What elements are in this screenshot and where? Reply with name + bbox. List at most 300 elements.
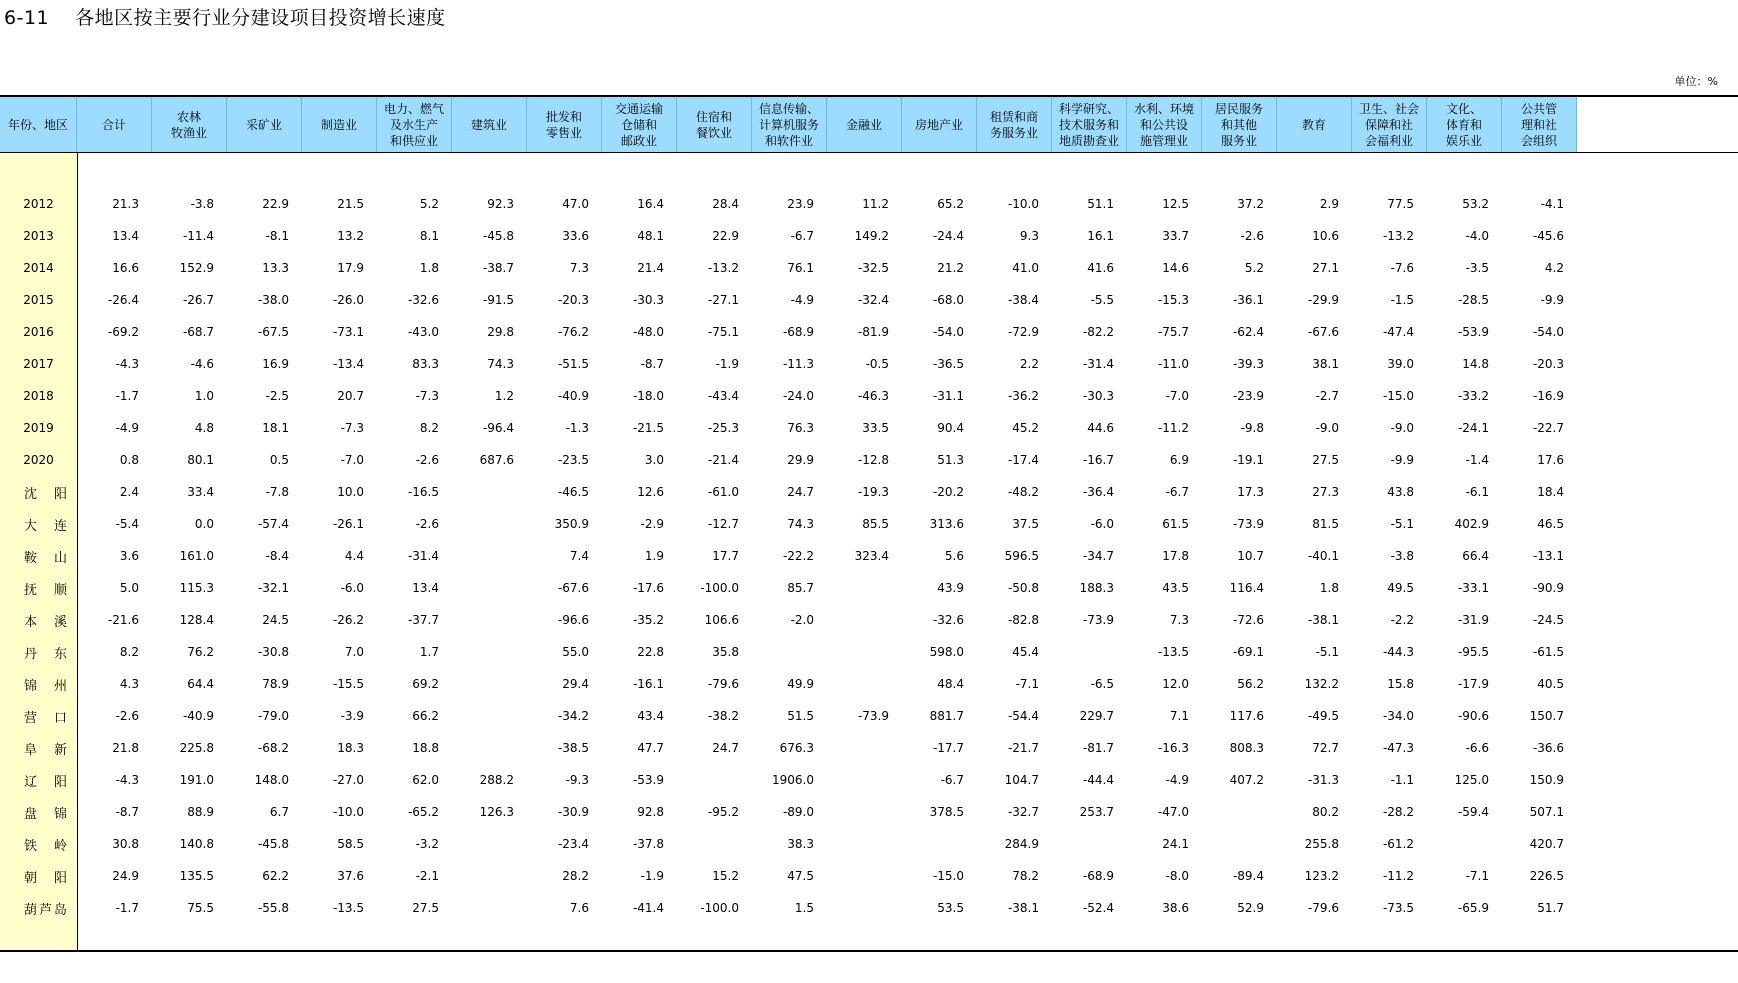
table-cell: 80.2 bbox=[1312, 805, 1339, 819]
table-cell: -40.9 bbox=[557, 389, 589, 403]
column-header: 水利、环境 和公共设 施管理业 bbox=[1127, 97, 1202, 152]
table-cell: 18.8 bbox=[412, 741, 439, 755]
table-cell: -31.1 bbox=[932, 389, 964, 403]
table-cell: -8.0 bbox=[1165, 869, 1189, 883]
table-cell: 92.8 bbox=[637, 805, 664, 819]
table-row bbox=[0, 572, 1738, 604]
table-cell: 17.7 bbox=[712, 549, 739, 563]
table-cell: 83.3 bbox=[412, 357, 439, 371]
table-cell: -1.3 bbox=[565, 421, 589, 435]
table-cell: -1.1 bbox=[1390, 773, 1414, 787]
table-cell: -79.6 bbox=[707, 677, 739, 691]
table-cell: 18.1 bbox=[262, 421, 289, 435]
row-label: 沈 阳 bbox=[24, 486, 67, 502]
table-cell: 5.2 bbox=[1244, 261, 1264, 275]
table-number: 6-11 bbox=[4, 7, 50, 29]
table-cell: -8.7 bbox=[640, 357, 664, 371]
table-cell: -45.8 bbox=[257, 837, 289, 851]
table-cell: -21.5 bbox=[632, 421, 664, 435]
table-cell: -2.2 bbox=[1390, 613, 1414, 627]
table-cell: -24.4 bbox=[932, 229, 964, 243]
table-cell: 7.3 bbox=[1169, 613, 1189, 627]
table-cell: -21.7 bbox=[1007, 741, 1039, 755]
table-cell: -38.4 bbox=[1007, 293, 1039, 307]
table-cell: -51.5 bbox=[557, 357, 589, 371]
table-cell: 1.9 bbox=[644, 549, 664, 563]
row-label: 2014 bbox=[23, 261, 54, 275]
table-cell: 313.6 bbox=[929, 517, 964, 531]
table-cell: -24.0 bbox=[782, 389, 814, 403]
table-cell: -90.9 bbox=[1532, 581, 1564, 595]
table-cell: -26.1 bbox=[332, 517, 364, 531]
table-cell: 30.8 bbox=[112, 837, 139, 851]
table-cell: -7.1 bbox=[1465, 869, 1489, 883]
table-cell: 125.0 bbox=[1454, 773, 1489, 787]
table-cell: 225.8 bbox=[179, 741, 214, 755]
table-cell: 61.5 bbox=[1162, 517, 1189, 531]
table-cell: 0.0 bbox=[194, 517, 214, 531]
table-cell: -9.0 bbox=[1315, 421, 1339, 435]
column-header: 建筑业 bbox=[452, 97, 527, 152]
table-cell: -79.0 bbox=[257, 709, 289, 723]
table-cell: 51.7 bbox=[1537, 901, 1564, 915]
table-cell: 0.8 bbox=[119, 453, 139, 467]
table-cell: -17.9 bbox=[1457, 677, 1489, 691]
column-header: 农林 牧渔业 bbox=[152, 97, 227, 152]
table-cell: -81.7 bbox=[1082, 741, 1114, 755]
table-cell: -27.1 bbox=[707, 293, 739, 307]
table-cell: 226.5 bbox=[1529, 869, 1564, 883]
table-cell: 1.0 bbox=[194, 389, 214, 403]
table-cell: -25.3 bbox=[707, 421, 739, 435]
table-cell: 51.1 bbox=[1087, 197, 1114, 211]
table-cell: -47.3 bbox=[1382, 741, 1414, 755]
table-cell: 13.2 bbox=[337, 229, 364, 243]
table-cell: 43.4 bbox=[637, 709, 664, 723]
table-cell: 598.0 bbox=[929, 645, 964, 659]
table-cell: -68.9 bbox=[1082, 869, 1114, 883]
column-header: 公共管 理和社 会组织 bbox=[1502, 97, 1577, 152]
table-cell: -73.9 bbox=[857, 709, 889, 723]
table-cell: 5.0 bbox=[119, 581, 139, 595]
table-cell: 24.5 bbox=[262, 613, 289, 627]
table-cell: 38.6 bbox=[1162, 901, 1189, 915]
table-cell: -62.4 bbox=[1232, 325, 1264, 339]
table-cell: -2.0 bbox=[790, 613, 814, 627]
table-cell: -40.9 bbox=[182, 709, 214, 723]
table-cell: 33.7 bbox=[1162, 229, 1189, 243]
table-cell: -3.8 bbox=[1390, 549, 1414, 563]
table-cell: 65.2 bbox=[937, 197, 964, 211]
table-cell: -96.6 bbox=[557, 613, 589, 627]
table-cell: 92.3 bbox=[487, 197, 514, 211]
table-row bbox=[0, 764, 1738, 796]
table-cell: -6.5 bbox=[1090, 677, 1114, 691]
table-cell: 6.9 bbox=[1169, 453, 1189, 467]
table-cell: 135.5 bbox=[179, 869, 214, 883]
table-cell: -7.1 bbox=[1015, 677, 1039, 691]
table-cell: 149.2 bbox=[854, 229, 889, 243]
table-row bbox=[0, 540, 1738, 572]
row-label: 2012 bbox=[23, 197, 54, 211]
table-row bbox=[0, 220, 1738, 252]
table-cell: -2.7 bbox=[1315, 389, 1339, 403]
table-cell: 8.2 bbox=[119, 645, 139, 659]
row-label: 2019 bbox=[23, 421, 54, 435]
table-cell: -1.5 bbox=[1390, 293, 1414, 307]
table-cell: -10.0 bbox=[332, 805, 364, 819]
table-cell: 350.9 bbox=[554, 517, 589, 531]
table-cell: 37.6 bbox=[337, 869, 364, 883]
table-cell: -11.2 bbox=[1382, 869, 1414, 883]
table-cell: 48.1 bbox=[637, 229, 664, 243]
table-cell: -34.0 bbox=[1382, 709, 1414, 723]
table-cell: -9.3 bbox=[565, 773, 589, 787]
table-cell: -26.7 bbox=[182, 293, 214, 307]
table-cell: -43.0 bbox=[407, 325, 439, 339]
table-cell: 323.4 bbox=[854, 549, 889, 563]
table-cell: 56.2 bbox=[1237, 677, 1264, 691]
table-cell: 18.4 bbox=[1537, 485, 1564, 499]
table-cell: 20.7 bbox=[337, 389, 364, 403]
table-row bbox=[0, 732, 1738, 764]
table-cell: 13.4 bbox=[112, 229, 139, 243]
table-cell: -35.2 bbox=[632, 613, 664, 627]
column-header: 金融业 bbox=[827, 97, 902, 152]
table-cell: -4.6 bbox=[190, 357, 214, 371]
table-cell: -17.6 bbox=[632, 581, 664, 595]
table-cell: -59.4 bbox=[1457, 805, 1489, 819]
table-cell: -37.7 bbox=[407, 613, 439, 627]
table-cell: -67.6 bbox=[557, 581, 589, 595]
table-cell: -38.7 bbox=[482, 261, 514, 275]
table-cell: -55.8 bbox=[257, 901, 289, 915]
table-cell: 16.6 bbox=[112, 261, 139, 275]
table-cell: 47.5 bbox=[787, 869, 814, 883]
table-cell: -7.6 bbox=[1390, 261, 1414, 275]
table-cell: -1.9 bbox=[640, 869, 664, 883]
table-cell: 5.2 bbox=[419, 197, 439, 211]
table-cell: -18.0 bbox=[632, 389, 664, 403]
table-cell: 4.2 bbox=[1544, 261, 1564, 275]
table-cell: -3.2 bbox=[415, 837, 439, 851]
table-cell: 191.0 bbox=[179, 773, 214, 787]
table-cell: -20.2 bbox=[932, 485, 964, 499]
table-cell: 128.4 bbox=[179, 613, 214, 627]
table-cell: 24.7 bbox=[712, 741, 739, 755]
column-header: 批发和 零售业 bbox=[527, 97, 602, 152]
table-cell: -3.8 bbox=[190, 197, 214, 211]
table-cell: -13.5 bbox=[1157, 645, 1189, 659]
table-cell: -46.5 bbox=[557, 485, 589, 499]
table-cell: -30.9 bbox=[557, 805, 589, 819]
table-cell: -13.2 bbox=[1382, 229, 1414, 243]
table-cell: 161.0 bbox=[179, 549, 214, 563]
table-cell: 53.2 bbox=[1462, 197, 1489, 211]
table-cell: -15.0 bbox=[1382, 389, 1414, 403]
table-cell: -5.5 bbox=[1090, 293, 1114, 307]
table-cell: 13.3 bbox=[262, 261, 289, 275]
table-cell: -30.3 bbox=[632, 293, 664, 307]
table-cell: -23.9 bbox=[1232, 389, 1264, 403]
table-cell: -16.3 bbox=[1157, 741, 1189, 755]
column-header: 教育 bbox=[1277, 97, 1352, 152]
table-cell: -4.3 bbox=[115, 773, 139, 787]
table-cell: -11.4 bbox=[182, 229, 214, 243]
table-cell: -7.3 bbox=[340, 421, 364, 435]
table-cell: 106.6 bbox=[704, 613, 739, 627]
table-row bbox=[0, 508, 1738, 540]
table-cell: -2.5 bbox=[265, 389, 289, 403]
table-cell: 229.7 bbox=[1079, 709, 1114, 723]
table-cell: -4.0 bbox=[1465, 229, 1489, 243]
table-cell: -65.2 bbox=[407, 805, 439, 819]
table-cell: -90.6 bbox=[1457, 709, 1489, 723]
row-label: 阜 新 bbox=[24, 742, 67, 758]
table-cell: 808.3 bbox=[1229, 741, 1264, 755]
table-cell: 69.2 bbox=[412, 677, 439, 691]
column-header: 租赁和商 务服务业 bbox=[977, 97, 1052, 152]
table-cell: 16.9 bbox=[262, 357, 289, 371]
table-cell: -100.0 bbox=[700, 581, 739, 595]
table-cell: 18.3 bbox=[337, 741, 364, 755]
table-cell: 7.1 bbox=[1169, 709, 1189, 723]
table-cell: -89.4 bbox=[1232, 869, 1264, 883]
table-cell: 4.4 bbox=[344, 549, 364, 563]
table-row bbox=[0, 892, 1738, 924]
table-cell: 148.0 bbox=[254, 773, 289, 787]
table-cell: -5.1 bbox=[1390, 517, 1414, 531]
table-cell: 16.4 bbox=[637, 197, 664, 211]
table-cell: 123.2 bbox=[1304, 869, 1339, 883]
table-row bbox=[0, 348, 1738, 380]
table-cell: -49.5 bbox=[1307, 709, 1339, 723]
table-cell: -34.7 bbox=[1082, 549, 1114, 563]
table-cell: -38.5 bbox=[557, 741, 589, 755]
table-cell: 23.9 bbox=[787, 197, 814, 211]
table-cell: 12.5 bbox=[1162, 197, 1189, 211]
table-cell: -7.3 bbox=[415, 389, 439, 403]
column-header: 文化、 体育和 娱乐业 bbox=[1427, 97, 1502, 152]
table-cell: -36.5 bbox=[932, 357, 964, 371]
table-cell: -4.9 bbox=[1165, 773, 1189, 787]
table-cell: 253.7 bbox=[1079, 805, 1114, 819]
table-cell: -17.4 bbox=[1007, 453, 1039, 467]
table-cell: 33.6 bbox=[562, 229, 589, 243]
table-cell: -11.2 bbox=[1157, 421, 1189, 435]
unit-label: 单位：% bbox=[1674, 75, 1718, 88]
table-cell: 53.5 bbox=[937, 901, 964, 915]
table-row bbox=[0, 604, 1738, 636]
table-cell: -13.1 bbox=[1532, 549, 1564, 563]
table-cell: -44.4 bbox=[1082, 773, 1114, 787]
table-cell: 676.3 bbox=[779, 741, 814, 755]
table-cell: -82.8 bbox=[1007, 613, 1039, 627]
table-cell: -3.5 bbox=[1465, 261, 1489, 275]
table-cell: -28.2 bbox=[1382, 805, 1414, 819]
table-cell: -36.4 bbox=[1082, 485, 1114, 499]
table-row bbox=[0, 700, 1738, 732]
table-cell: -91.5 bbox=[482, 293, 514, 307]
column-header: 采矿业 bbox=[227, 97, 302, 152]
table-cell: 78.2 bbox=[1012, 869, 1039, 883]
table-row bbox=[0, 828, 1738, 860]
table-cell: -16.5 bbox=[407, 485, 439, 499]
table-cell: -33.2 bbox=[1457, 389, 1489, 403]
table-cell: 62.0 bbox=[412, 773, 439, 787]
table-cell: 407.2 bbox=[1229, 773, 1264, 787]
table-cell: -73.9 bbox=[1232, 517, 1264, 531]
table-cell: -30.8 bbox=[257, 645, 289, 659]
column-header: 卫生、社会 保障和社 会福利业 bbox=[1352, 97, 1427, 152]
table-cell: 14.8 bbox=[1462, 357, 1489, 371]
table-cell: -7.0 bbox=[1165, 389, 1189, 403]
table-cell: -7.0 bbox=[340, 453, 364, 467]
table-cell: -50.8 bbox=[1007, 581, 1039, 595]
table-row bbox=[0, 476, 1738, 508]
table-cell: 7.6 bbox=[569, 901, 589, 915]
table-row bbox=[0, 412, 1738, 444]
table-cell: 7.3 bbox=[569, 261, 589, 275]
table-cell: -32.6 bbox=[407, 293, 439, 307]
table-cell: 49.5 bbox=[1387, 581, 1414, 595]
table-cell: 52.9 bbox=[1237, 901, 1264, 915]
row-label: 2018 bbox=[23, 389, 54, 403]
table-cell: -33.1 bbox=[1457, 581, 1489, 595]
table-cell: -47.4 bbox=[1382, 325, 1414, 339]
row-label: 本 溪 bbox=[24, 614, 67, 630]
table-cell: 51.3 bbox=[937, 453, 964, 467]
row-label: 2017 bbox=[23, 357, 54, 371]
table-cell: -57.4 bbox=[257, 517, 289, 531]
table-cell: 47.0 bbox=[562, 197, 589, 211]
row-label: 抚 顺 bbox=[24, 582, 67, 598]
table-cell: 17.9 bbox=[337, 261, 364, 275]
table-row bbox=[0, 284, 1738, 316]
table-cell: -39.3 bbox=[1232, 357, 1264, 371]
table-cell: -12.7 bbox=[707, 517, 739, 531]
table-cell: 55.0 bbox=[562, 645, 589, 659]
table-cell: 150.9 bbox=[1529, 773, 1564, 787]
table-cell: -15.3 bbox=[1157, 293, 1189, 307]
table-cell: 150.7 bbox=[1529, 709, 1564, 723]
table-cell: -45.8 bbox=[482, 229, 514, 243]
table-cell: 15.8 bbox=[1387, 677, 1414, 691]
table-cell: 80.1 bbox=[187, 453, 214, 467]
table-cell: 24.7 bbox=[787, 485, 814, 499]
table-cell: -15.5 bbox=[332, 677, 364, 691]
table-cell: -100.0 bbox=[700, 901, 739, 915]
table-cell: -19.1 bbox=[1232, 453, 1264, 467]
table-cell: 46.5 bbox=[1537, 517, 1564, 531]
table-cell: 3.0 bbox=[644, 453, 664, 467]
table-cell: -26.2 bbox=[332, 613, 364, 627]
column-header: 合计 bbox=[77, 97, 152, 152]
table-cell: 5.6 bbox=[944, 549, 964, 563]
table-cell: -76.2 bbox=[557, 325, 589, 339]
table-cell: -69.2 bbox=[107, 325, 139, 339]
table-cell: -32.4 bbox=[857, 293, 889, 307]
table-cell: 1.8 bbox=[1319, 581, 1339, 595]
table-cell: 6.7 bbox=[269, 805, 289, 819]
table-cell: -9.0 bbox=[1390, 421, 1414, 435]
table-row bbox=[0, 444, 1738, 476]
row-label: 丹 东 bbox=[24, 646, 67, 662]
table-cell: 27.1 bbox=[1312, 261, 1339, 275]
table-cell: -69.1 bbox=[1232, 645, 1264, 659]
table-cell: 28.4 bbox=[712, 197, 739, 211]
table-cell: 1.2 bbox=[494, 389, 514, 403]
table-cell: -5.1 bbox=[1315, 645, 1339, 659]
table-cell: -9.8 bbox=[1240, 421, 1264, 435]
table-cell: 76.1 bbox=[787, 261, 814, 275]
table-row bbox=[0, 636, 1738, 668]
table-cell: -21.6 bbox=[107, 613, 139, 627]
table-cell: 22.9 bbox=[712, 229, 739, 243]
table-cell: 45.4 bbox=[1012, 645, 1039, 659]
table-cell: -2.6 bbox=[415, 453, 439, 467]
table-cell: 38.1 bbox=[1312, 357, 1339, 371]
table-cell: -48.2 bbox=[1007, 485, 1039, 499]
table-cell: 51.5 bbox=[787, 709, 814, 723]
table-cell: -37.8 bbox=[632, 837, 664, 851]
table-cell: -12.8 bbox=[857, 453, 889, 467]
table-cell: 77.5 bbox=[1387, 197, 1414, 211]
column-header: 住宿和 餐饮业 bbox=[677, 97, 752, 152]
table-cell: -4.1 bbox=[1540, 197, 1564, 211]
table-cell: -9.9 bbox=[1540, 293, 1564, 307]
column-header: 年份、地区 bbox=[0, 97, 77, 152]
table-cell: 81.5 bbox=[1312, 517, 1339, 531]
table-cell: -8.1 bbox=[265, 229, 289, 243]
table-cell: -16.9 bbox=[1532, 389, 1564, 403]
table-row bbox=[0, 796, 1738, 828]
table-cell: -31.4 bbox=[407, 549, 439, 563]
table-cell: 90.4 bbox=[937, 421, 964, 435]
table-cell: -68.0 bbox=[932, 293, 964, 307]
table-cell: 4.3 bbox=[119, 677, 139, 691]
table-cell: 24.9 bbox=[112, 869, 139, 883]
row-label: 锦 州 bbox=[24, 678, 67, 694]
table-cell: -46.3 bbox=[857, 389, 889, 403]
table-cell: 507.1 bbox=[1529, 805, 1564, 819]
table-cell: -73.9 bbox=[1082, 613, 1114, 627]
table-row bbox=[0, 188, 1738, 220]
column-header: 信息传输、 计算机服务 和软件业 bbox=[752, 97, 827, 152]
table-cell: -89.0 bbox=[782, 805, 814, 819]
table-cell: -6.6 bbox=[1465, 741, 1489, 755]
column-header: 交通运输 仓储和 邮政业 bbox=[602, 97, 677, 152]
row-label: 2016 bbox=[23, 325, 54, 339]
table-cell: -1.9 bbox=[715, 357, 739, 371]
row-label: 盘 锦 bbox=[24, 806, 67, 822]
column-header: 科学研究、 技术服务和 地质勘查业 bbox=[1052, 97, 1127, 152]
table-cell: -36.2 bbox=[1007, 389, 1039, 403]
column-header: 电力、燃气 及水生产 和供应业 bbox=[377, 97, 452, 152]
table-cell: -6.0 bbox=[340, 581, 364, 595]
table-cell: -26.0 bbox=[332, 293, 364, 307]
table-cell: -75.1 bbox=[707, 325, 739, 339]
table-cell: -4.9 bbox=[115, 421, 139, 435]
table-cell: -15.0 bbox=[932, 869, 964, 883]
table-cell: -11.3 bbox=[782, 357, 814, 371]
table-cell: -16.7 bbox=[1082, 453, 1114, 467]
row-label: 营 口 bbox=[24, 710, 67, 726]
table-cell: -10.0 bbox=[1007, 197, 1039, 211]
table-cell: 43.8 bbox=[1387, 485, 1414, 499]
table-cell: -48.0 bbox=[632, 325, 664, 339]
table-cell: -11.0 bbox=[1157, 357, 1189, 371]
